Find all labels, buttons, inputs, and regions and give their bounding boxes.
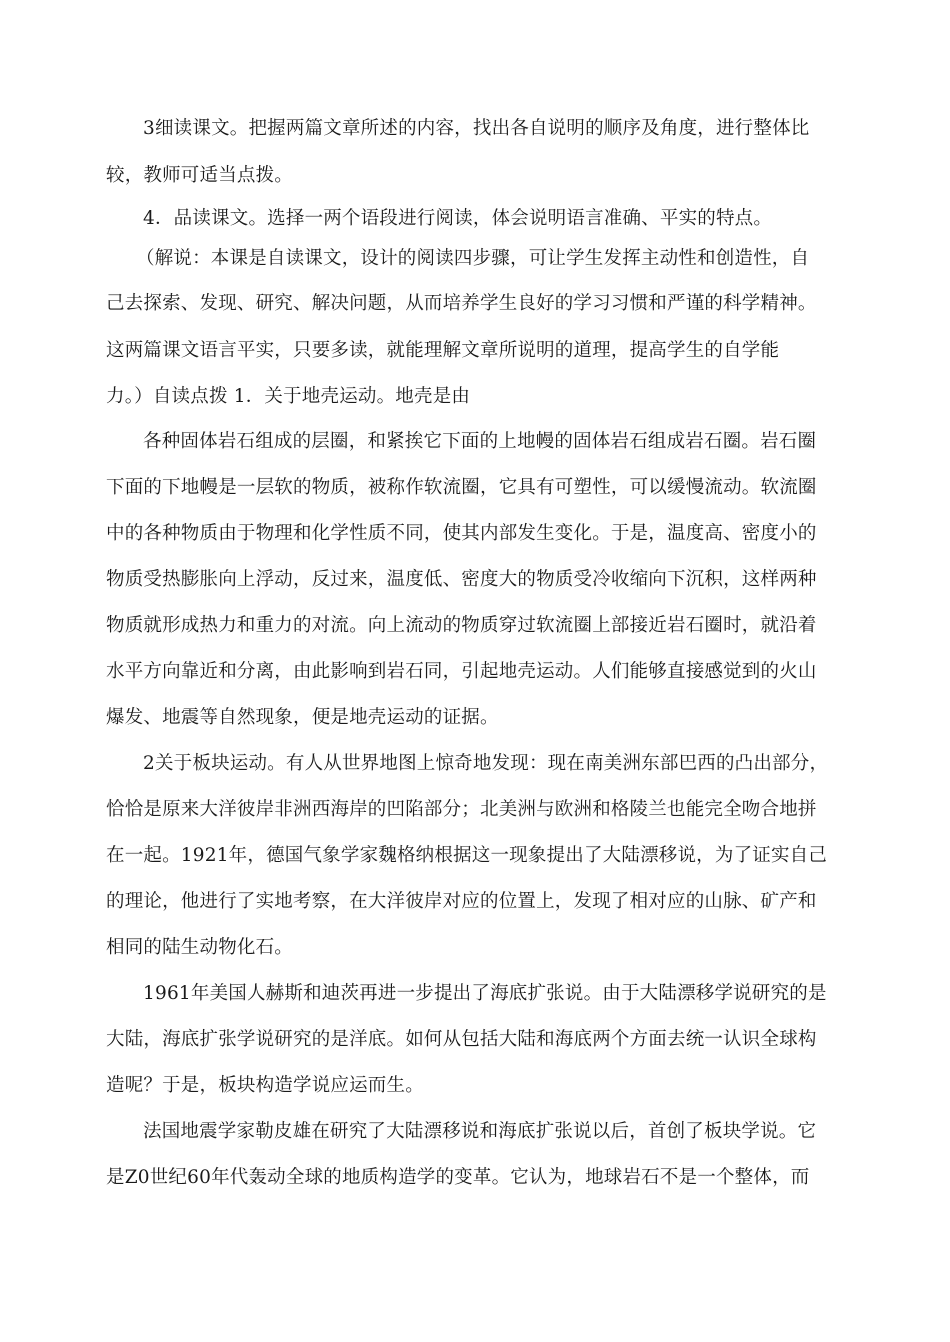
paragraph-line: （解说：本课是自读课文，设计的阅读四步骤，可让学生发挥主动性和创造性，自 [136,248,810,269]
paragraph-line: 这两篇课文语言平实，只要多读，就能理解文章所说明的道理，提高学生的自学能 [106,340,780,361]
paragraph-line: 3细读课文。把握两篇文章所述的内容，找出各自说明的顺序及角度，进行整体比 [143,118,810,139]
paragraph-line: 造呢？于是，板块构造学说应运而生。 [106,1075,424,1096]
paragraph-line: 爆发、地震等自然现象，便是地壳运动的证据。 [106,707,499,728]
paragraph-line: 各种固体岩石组成的层圈，和紧挨它下面的上地幔的固体岩石组成岩石圈。岩石圈 [143,431,817,452]
paragraph-line: 相同的陆生动物化石。 [106,937,294,958]
paragraph-line: 己去探索、发现、研究、解决问题，从而培养学生良好的学习习惯和严谨的科学精神。 [106,293,817,314]
paragraph-line: 2关于板块运动。有人从世界地图上惊奇地发现：现在南美洲东部巴西的凸出部分， [143,753,829,774]
paragraph-line: 力。）自读点拨 1．关于地壳运动。地壳是由 [106,386,471,407]
paragraph-line: 水平方向靠近和分离，由此影响到岩石同，引起地壳运动。人们能够直接感觉到的火山 [106,661,817,682]
paragraph-line: 4．品读课文。选择一两个语段进行阅读，体会说明语言准确、平实的特点。 [143,208,773,229]
paragraph-line: 法国地震学家勒皮雄在研究了大陆漂移说和海底扩张说以后，首创了板块学说。它 [143,1121,817,1142]
paragraph-line: 恰恰是原来大洋彼岸非洲西海岸的凹陷部分；北美洲与欧洲和格陵兰也能完全吻合地拼 [106,799,817,820]
paragraph-line: 是Z0世纪60年代轰动全球的地质构造学的变革。它认为，地球岩石不是一个整体，而 [106,1167,810,1188]
paragraph-line: 物质就形成热力和重力的对流。向上流动的物质穿过软流圈上部接近岩石圈时，就沿着 [106,615,817,636]
paragraph-line: 中的各种物质由于物理和化学性质不同，使其内部发生变化。于是，温度高、密度小的 [106,523,817,544]
paragraph-line: 下面的下地幔是一层软的物质，被称作软流圈，它具有可塑性，可以缓慢流动。软流圈 [106,477,817,498]
paragraph-line: 物质受热膨胀向上浮动，反过来，温度低、密度大的物质受冷收缩向下沉积，这样两种 [106,569,817,590]
paragraph-line: 的理论，他进行了实地考察，在大洋彼岸对应的位置上，发现了相对应的山脉、矿产和 [106,891,817,912]
paragraph-line: 在一起。1921年，德国气象学家魏格纳根据这一现象提出了大陆漂移说，为了证实自己 [106,845,828,866]
paragraph-line: 较，教师可适当点拨。 [106,165,294,186]
paragraph-line: 1961年美国人赫斯和迪茨再进一步提出了海底扩张说。由于大陆漂移学说研究的是 [143,983,827,1004]
paragraph-line: 大陆，海底扩张学说研究的是洋底。如何从包括大陆和海底两个方面去统一认识全球构 [106,1029,817,1050]
